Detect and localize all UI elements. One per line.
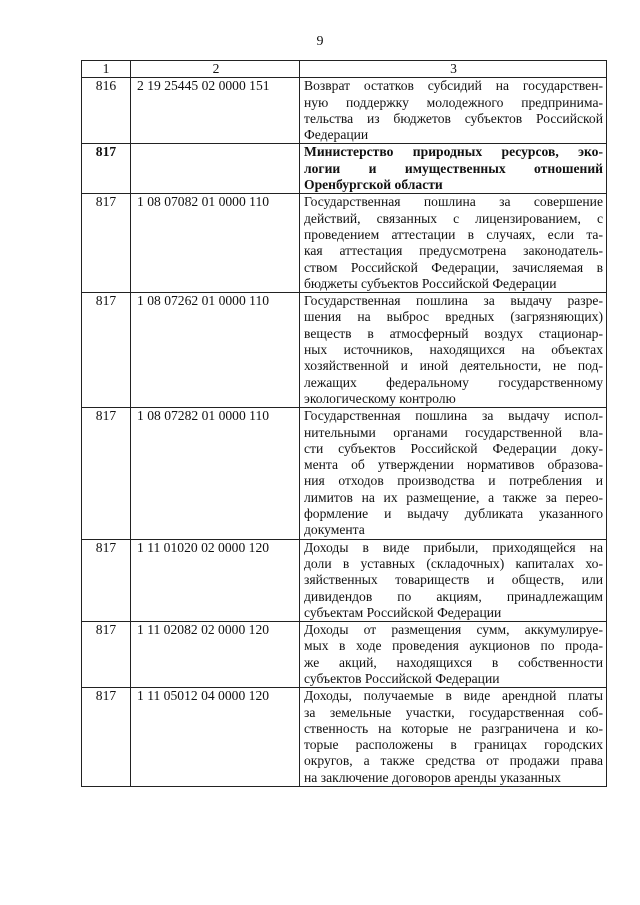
description-line: лежащих федеральному государственному	[304, 374, 603, 390]
description-line: формление и выдачу дубликата указанного	[304, 506, 603, 522]
description-line: Оренбургской области	[304, 177, 443, 193]
description-line: на заключение договоров аренды указанных	[304, 769, 561, 785]
description-line: Доходы, получаемые в виде арендной платы	[304, 688, 603, 704]
description-line: зяйственных товариществ и обществ, или	[304, 572, 603, 588]
description-line: проведением аттестации в случаях, если та-	[304, 226, 603, 242]
description-line: ственность на которые не разграничена и ко-	[304, 720, 603, 736]
description-line: Государственная пошлина за выдачу испол-	[304, 408, 603, 424]
admin-code-cell: 817	[82, 622, 131, 688]
description-line: хозяйственной и иной деятельности, не под-	[304, 358, 603, 374]
description-line: ную поддержку молодежного предпринима-	[304, 94, 603, 110]
description-line: субъектов Российской Федерации	[304, 670, 500, 686]
revenue-description-cell	[300, 194, 607, 293]
description-line: Доходы от размещения сумм, аккумулируе-	[304, 622, 603, 638]
description-line: Доходы в виде прибыли, приходящейся на	[304, 539, 603, 555]
description-line: нительными органами государственной вла-	[304, 424, 603, 440]
description-line: субъектам Российской Федерации	[304, 604, 502, 620]
admin-code-cell: 817	[82, 408, 131, 539]
budget-classification-code-cell: 1 08 07082 01 0000 110	[131, 194, 300, 293]
table-row	[82, 78, 607, 144]
description-line: торые расположены в границах городских	[304, 737, 603, 753]
description-line: веществ в атмосферный воздух стационар-	[304, 325, 603, 341]
description-line: логии и имущественных отношений	[304, 160, 603, 176]
description-line: мента об утверждении нормативов образова-	[304, 457, 603, 473]
revenue-description-cell	[300, 622, 607, 688]
description-line: Государственная пошлина за совершение	[304, 194, 603, 210]
table-header-row	[82, 61, 607, 78]
description-line: Государственная пошлина за выдачу разре-	[304, 293, 603, 309]
description-line: Федерации	[304, 127, 369, 143]
description-line: доли в уставных (складочных) капиталах хо-	[304, 555, 603, 571]
column-header-2: 2	[131, 61, 300, 78]
admin-code-cell: 817	[82, 194, 131, 293]
revenue-codes-table	[81, 60, 607, 787]
description-line: бюджеты субъектов Российской Федерации	[304, 275, 557, 291]
description-line: кая аттестация предусмотрена законодатель-	[304, 243, 603, 259]
description-line: дивидендов по акциям, принадлежащим	[304, 588, 603, 604]
revenue-description-cell	[300, 293, 607, 408]
budget-classification-code-cell: 1 11 01020 02 0000 120	[131, 539, 300, 621]
table-row	[82, 293, 607, 408]
admin-code-cell: 817	[82, 144, 131, 194]
description-line: шения на выброс вредных (загрязняющих)	[304, 309, 603, 325]
description-line: же акций, находящихся в собственности	[304, 654, 603, 670]
description-line: мых в ходе проведения аукционов по прода-	[304, 638, 603, 654]
description-line: документа	[304, 522, 365, 538]
description-line: ния отходов производства и потребления и	[304, 473, 603, 489]
description-line: Министерство природных ресурсов, эко-	[304, 144, 603, 160]
budget-classification-code-cell: 1 11 05012 04 0000 120	[131, 688, 300, 787]
budget-classification-code-cell: 1 11 02082 02 0000 120	[131, 622, 300, 688]
description-line: ством Российской Федерации, зачисляемая в	[304, 259, 603, 275]
revenue-description-cell	[300, 78, 607, 144]
description-line: лимитов на их размещение, а также за перео-	[304, 489, 603, 505]
table-row	[82, 194, 607, 293]
page-number: 9	[316, 34, 324, 49]
admin-code-cell: 816	[82, 78, 131, 144]
admin-code-cell: 817	[82, 293, 131, 408]
budget-classification-code-cell: 2 19 25445 02 0000 151	[131, 78, 300, 144]
revenue-description-cell	[300, 688, 607, 787]
budget-classification-code-cell: 1 08 07282 01 0000 110	[131, 408, 300, 539]
description-line: округов, а также средства от продажи права	[304, 753, 603, 769]
description-line: за земельные участки, государственная соб-	[304, 704, 603, 720]
admin-code-cell: 817	[82, 688, 131, 787]
table-row	[82, 622, 607, 688]
table-row	[82, 688, 607, 787]
table-row	[82, 144, 607, 194]
description-line: сти субъектов Российской Федерации доку-	[304, 440, 603, 456]
description-line: ных источников, находящихся на объектах	[304, 342, 603, 358]
column-header-1: 1	[82, 61, 131, 78]
budget-classification-code-cell	[131, 144, 300, 194]
description-line: Возврат остатков субсидий на государствен-	[304, 78, 603, 94]
description-line: экологическому контролю	[304, 390, 456, 406]
budget-classification-code-cell: 1 08 07262 01 0000 110	[131, 293, 300, 408]
description-line: действий, связанных с лицензированием, с	[304, 210, 603, 226]
revenue-description-cell	[300, 408, 607, 539]
column-header-3: 3	[300, 61, 607, 78]
description-line: тельства из бюджетов субъектов Российской	[304, 110, 603, 126]
table-row	[82, 408, 607, 539]
revenue-description-cell	[300, 539, 607, 621]
table-row	[82, 539, 607, 621]
revenue-description-cell	[300, 144, 607, 194]
admin-code-cell: 817	[82, 539, 131, 621]
